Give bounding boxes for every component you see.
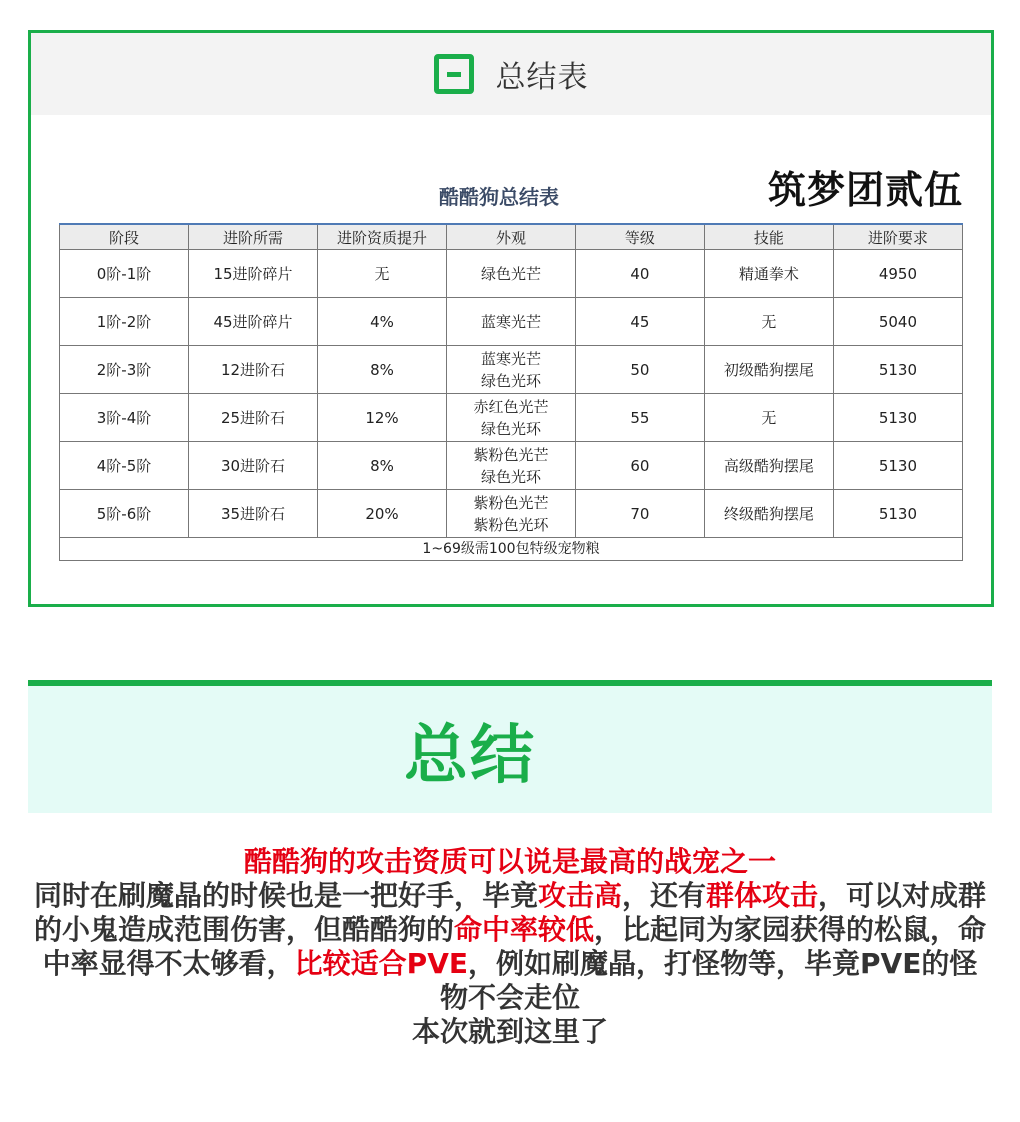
summary-table [59,223,963,561]
table-footer-row [60,538,963,561]
appearance-line: 绿色光芒 [481,264,542,283]
table-cell: 5130 [833,442,962,490]
table-footer: 1~69级需100包特级宠物粮 [60,538,963,561]
table-cell: 5130 [833,346,962,394]
table-cell: 50 [575,346,704,394]
table-cell: 12进阶石 [189,346,318,394]
summary-card [28,30,994,607]
highlight-text: 攻击高 [537,879,622,912]
table-cell [447,250,576,298]
minus-square-icon [434,54,474,94]
text-segment: 同时在刷魔晶的时候也是一把好手，毕竟 [33,879,538,912]
column-header: 进阶要求 [833,224,962,250]
table-cell: 45进阶碎片 [189,298,318,346]
text-segment: ，例如刷魔晶，打怪物等，毕竟PVE的怪物不会走位 [439,947,978,1014]
highlight-text: 比较适合PVE [294,947,468,980]
appearance-line: 蓝寒光芒 [481,349,542,368]
appearance-line: 紫粉色光环 [473,515,549,534]
table-cell: 4950 [833,250,962,298]
card-header [31,33,991,115]
summary-headline: 酷酷狗的攻击资质可以说是最高的战宠之一 [243,845,776,878]
table-cell: 无 [317,250,446,298]
table-cell: 40 [575,250,704,298]
appearance-line: 赤红色光芒 [473,397,549,416]
table-cell: 30进阶石 [189,442,318,490]
table-cell: 25进阶石 [189,394,318,442]
table-cell: 终级酷狗摆尾 [704,490,833,538]
table-cell: 35进阶石 [189,490,318,538]
table-cell [447,298,576,346]
table-cell: 精通拳术 [704,250,833,298]
appearance-line: 绿色光环 [481,371,542,390]
table-cell: 高级酷狗摆尾 [704,442,833,490]
table-cell: 70 [575,490,704,538]
table-cell: 55 [575,394,704,442]
table-cell: 初级酷狗摆尾 [704,346,833,394]
table-cell: 8% [317,442,446,490]
table-row [60,394,963,442]
table-cell: 无 [704,298,833,346]
table-cell: 无 [704,394,833,442]
table-cell: 4阶-5阶 [60,442,189,490]
column-header: 进阶所需 [189,224,318,250]
card-title: 总结表 [495,60,589,95]
table-cell: 60 [575,442,704,490]
section-banner [28,680,992,813]
table-cell: 45 [575,298,704,346]
table-cell: 3阶-4阶 [60,394,189,442]
table-cell [447,346,576,394]
table-row [60,490,963,538]
table-cell: 4% [317,298,446,346]
section-title: 总结 [404,718,536,793]
text-segment: ，可以对成群的小鬼造成范围伤害，但酷酷狗的 [33,879,987,946]
table-cell [447,394,576,442]
table-row [60,442,963,490]
table-cell [447,442,576,490]
summary-paragraph [30,879,990,1015]
summary-closing: 本次就到这里了 [411,1015,608,1048]
table-row [60,298,963,346]
watermark-text: 筑梦团贰伍 [767,168,963,212]
appearance-line: 紫粉色光芒 [473,445,549,464]
table-cell: 8% [317,346,446,394]
table-cell: 5130 [833,490,962,538]
appearance-line: 绿色光环 [481,419,542,438]
appearance-line: 紫粉色光芒 [473,493,549,512]
table-cell: 2阶-3阶 [60,346,189,394]
appearance-line: 绿色光环 [481,467,542,486]
table-title: 酷酷狗总结表 [439,185,559,209]
text-segment: ，还有 [621,879,706,912]
appearance-line: 蓝寒光芒 [481,312,542,331]
column-header: 技能 [704,224,833,250]
summary-table-image [59,145,965,561]
table-row [60,250,963,298]
table-cell: 12% [317,394,446,442]
table-cell: 15进阶碎片 [189,250,318,298]
column-header: 外观 [447,224,576,250]
highlight-text: 群体攻击 [706,879,819,912]
text-segment: ，比起同为家园获得的松鼠，命中率显得不太够看， [42,913,987,980]
column-header: 阶段 [60,224,189,250]
summary-text [30,845,990,1049]
table-cell: 5130 [833,394,962,442]
table-cell: 1阶-2阶 [60,298,189,346]
table-cell: 0阶-1阶 [60,250,189,298]
table-cell: 20% [317,490,446,538]
highlight-text: 命中率较低 [453,913,594,946]
column-header: 进阶资质提升 [317,224,446,250]
table-header-row [60,224,963,250]
table-cell [447,490,576,538]
table-cell: 5阶-6阶 [60,490,189,538]
table-row [60,346,963,394]
table-cell: 5040 [833,298,962,346]
column-header: 等级 [575,224,704,250]
